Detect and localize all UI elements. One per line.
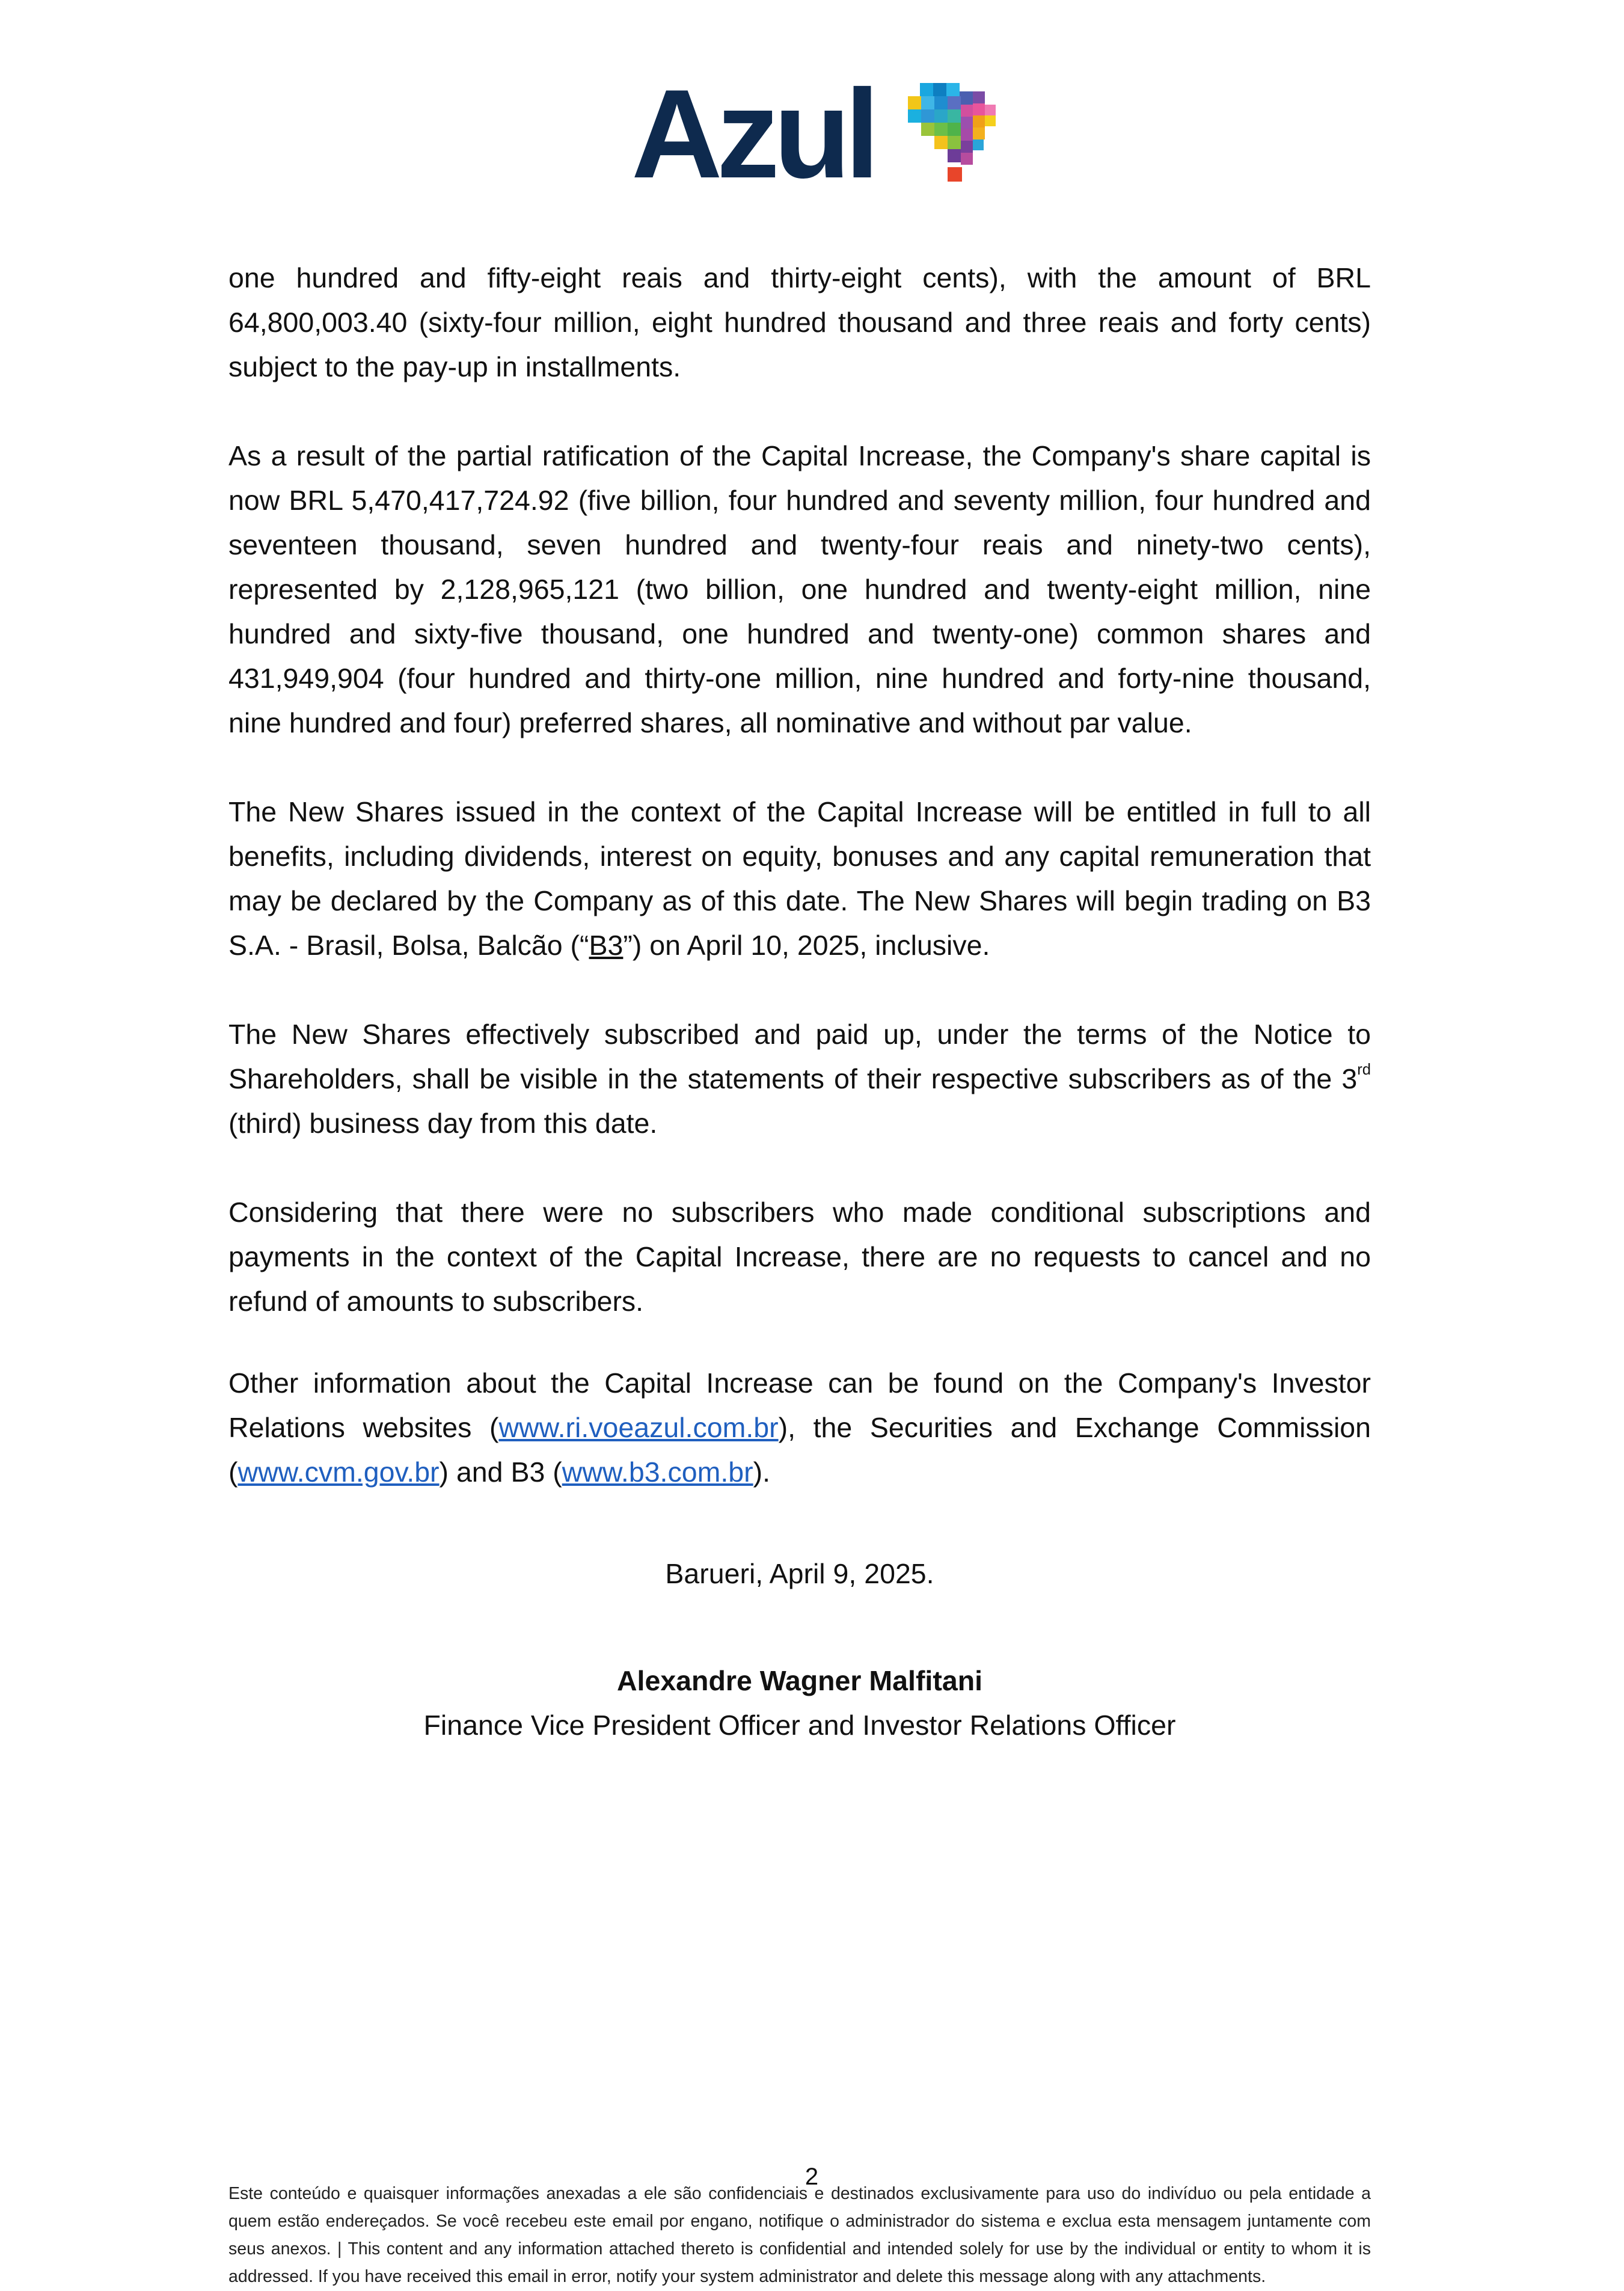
document-body (228, 256, 1371, 1494)
paragraph-new-shares-benefits (228, 790, 1371, 968)
paragraph-no-refunds: Considering that there were no subscribers who made conditional subscriptions and payments in the context of the Capital Increase, there are no requests to cancel and no refund of amounts to subscribers. (228, 1197, 1371, 1317)
paragraph-text: ”) on April 10, 2025, inclusive. (623, 930, 990, 961)
paragraph-shares-visibility (228, 1012, 1371, 1146)
page-number: 2 (804, 2164, 819, 2190)
link-cvm[interactable]: www.cvm.gov.br (237, 1456, 440, 1488)
paragraph-text: The New Shares issued in the context of the Capital Increase will be entitled in full to all benefits, including dividends, interest on equity, bonuses and any capital remuneration that may be declared by the Company as of this date. The New Shares will begin trading on B3 S.A. - Brasil, Bolsa, Balcão (“ (228, 796, 1371, 961)
link-b3[interactable]: www.b3.com.br (562, 1456, 753, 1488)
confidentiality-footer: Este conteúdo e quaisquer informações anexadas a ele são confidenciais e destinados exclusivamente para uso do indivíduo ou pela entidade a quem estão endereçados. Se você recebeu este email por engano, notifique o administrador do sistema e exclua esta mensagem juntamente com seus anexos. | This content and any information attached thereto is confidential and intended solely for use by the individual or entity to whom it is addressed. If you have received this email in error, notify your system administrator and delete this message along with any attachments. (228, 2184, 1371, 2286)
link-ri-voeazul[interactable]: www.ri.voeazul.com.br (498, 1412, 779, 1443)
brazil-map-pixel-logo-icon (908, 83, 1010, 185)
paragraph-other-information (228, 1361, 1371, 1494)
paragraph-text: ) and B3 ( (439, 1456, 562, 1488)
paragraph-share-capital: As a result of the partial ratification of the Capital Increase, the Company's share capital is now BRL 5,470,417,724.92 (five billion, four hundred and seventy million, four hundred and seventeen thousand, seven hundred and twenty-four reais and ninety-two cents), represented by 2,128,965,121 (two billion, one hundred and twenty-eight million, nine hundred and sixty-five thousand, one hundred and twenty-one) common shares and 431,949,904 (four hundred and thirty-one million, nine hundred and forty-nine thousand, nine hundred and four) preferred shares, all nominative and without par value. (228, 440, 1371, 738)
azul-logo (631, 63, 1016, 204)
ordinal-suffix: rd (1357, 1061, 1371, 1078)
place-and-date: Barueri, April 9, 2025. (665, 1558, 934, 1589)
paragraph-subscription-amount: one hundred and fifty-eight reais and thirty-eight cents), with the amount of BRL 64,800,003.40 (sixty-four million, eight hundred thousand and three reais and forty cents) subject to the pay-up in installments. (228, 262, 1371, 382)
paragraph-text: (third) business day from this date. (228, 1108, 658, 1139)
signatory-title: Finance Vice President Officer and Investor Relations Officer (423, 1710, 1176, 1741)
logo-wordmark: Azul (631, 63, 874, 204)
paragraph-text: ). (753, 1456, 770, 1488)
defined-term-b3: B3 (589, 930, 624, 961)
paragraph-text: ), the Securities and Exchange Commission ( (228, 1412, 1371, 1488)
paragraph-text: Other information about the Capital Increase can be found on the Company's Investor Relations websites ( (228, 1367, 1371, 1443)
signatory-name: Alexandre Wagner Malfitani (616, 1665, 983, 1696)
paragraph-text: The New Shares effectively subscribed and paid up, under the terms of the Notice to Shareholders, shall be visible in the statements of their respective subscribers as of the 3 (228, 1019, 1371, 1094)
